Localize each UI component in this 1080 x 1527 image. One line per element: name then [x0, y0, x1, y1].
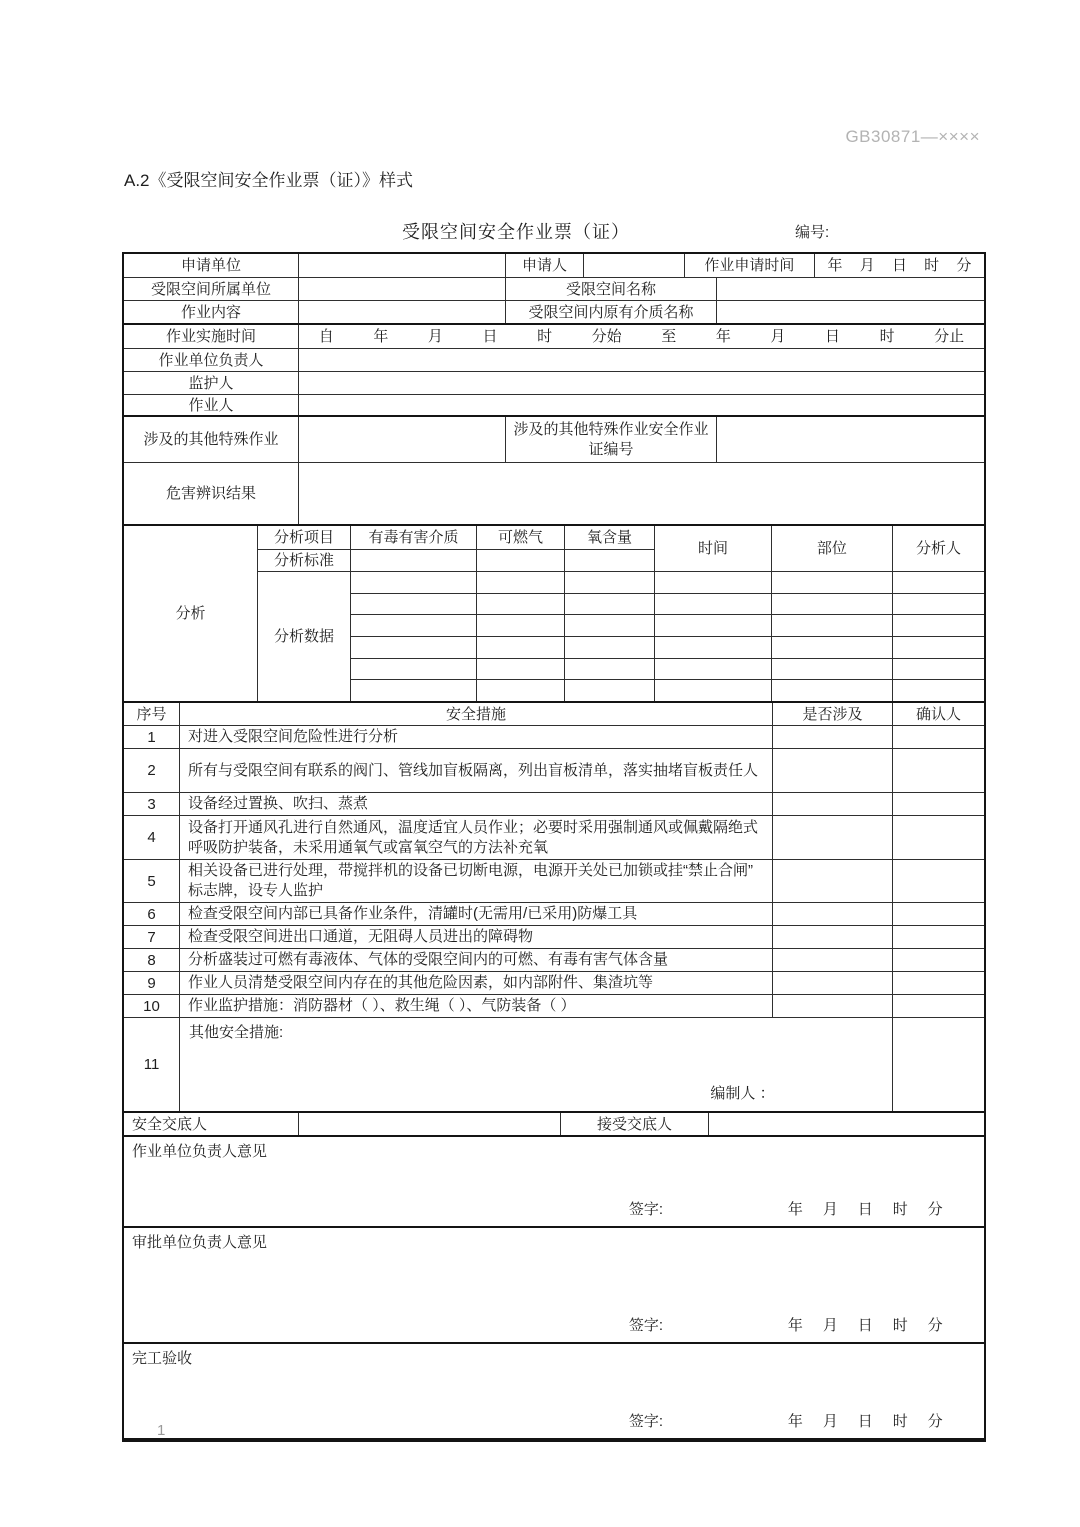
analysis-col-part: 部位 [771, 526, 892, 571]
measure-no: 1 [147, 728, 156, 746]
unit-day: 日 [857, 1317, 873, 1334]
unit-hour: 时 [892, 1201, 908, 1218]
unit-minute: 分 [956, 257, 972, 274]
analysis-standard-flammable-value [476, 549, 564, 571]
measure-no: 2 [147, 762, 156, 779]
other-measures-cell [179, 1018, 892, 1111]
unit-leader-value [298, 349, 984, 371]
row-worker [124, 394, 984, 415]
unit-year: 年 [715, 328, 731, 345]
measure-involved-value [772, 995, 892, 1017]
original-medium-label: 受限空间内原有介质名称 [505, 301, 716, 323]
measure-row [124, 725, 984, 748]
analysis-standard-oxygen-value [564, 549, 654, 571]
analysis-standard-toxic-value [350, 549, 476, 571]
worker-value [298, 395, 984, 415]
measure-text: 设备打开通风孔进行自然通风，温度适宜人员作业；必要时采用强制通风或佩戴隔绝式呼吸防护装备，未采用通氧气或富氧空气的方法补充氧 [179, 816, 772, 859]
measure-text: 相关设备已进行处理，带搅拌机的设备已切断电源，电源开关处已加锁或挂“禁止合闸”标志牌，设专人监护 [179, 860, 772, 902]
measure-text: 所有与受限空间有联系的阀门、管线加盲板隔离，列出盲板清单，落实抽堵盲板责任人 [179, 749, 772, 792]
signature-line [124, 1316, 984, 1335]
unit-hour: 时 [537, 328, 553, 345]
analysis-data-cell [476, 658, 564, 680]
to-label: 至 [661, 328, 677, 345]
unit-minute: 分 [927, 1201, 943, 1218]
signature-line [124, 1200, 984, 1219]
other-special-work-value [298, 417, 505, 462]
measure-row [124, 971, 984, 994]
title-bar [122, 218, 982, 246]
measure-text: 对进入受限空间危险性进行分析 [179, 726, 772, 748]
measures-header [124, 701, 984, 725]
measure-involved-value [772, 860, 892, 902]
analysis-data-cell [771, 593, 892, 615]
work-content-label: 作业内容 [180, 303, 241, 321]
applicant-unit-label: 申请单位 [180, 257, 241, 274]
measure-involved-value [772, 816, 892, 859]
section-heading: A.2《受限空间安全作业票（证）》样式 [124, 171, 414, 190]
analysis-data-cell [564, 658, 654, 680]
unit-month: 月 [859, 257, 875, 274]
analysis-col-oxygen: 氧含量 [564, 526, 654, 549]
measure-no: 6 [147, 905, 156, 923]
measure-confirmer-value [892, 726, 984, 748]
analysis-data-cell [350, 593, 476, 615]
analysis-label: 分析 [175, 604, 206, 622]
other-special-work-label: 涉及的其他特殊作业 [143, 431, 279, 448]
work-time-value [298, 325, 984, 348]
measure-involved-value [772, 949, 892, 971]
measure-no: 8 [147, 951, 156, 969]
analysis-data-cell [892, 614, 984, 636]
measure-confirmer-value [892, 1018, 984, 1111]
guardian-value [298, 372, 984, 394]
analysis-data-cell [892, 571, 984, 593]
measure-row [124, 815, 984, 859]
original-medium-value [716, 301, 984, 323]
serial-number-label: 编号: [795, 224, 830, 241]
analysis-data-cell [654, 679, 771, 701]
other-special-work-cert-value [716, 417, 984, 462]
analysis-data-cell [350, 636, 476, 658]
analysis-data-cell [564, 593, 654, 615]
analysis-data-cell [350, 679, 476, 701]
measure-involved-value [772, 972, 892, 994]
form-title: 受限空间安全作业票（证） [402, 222, 630, 242]
measure-row [124, 925, 984, 948]
standard-doc-code: GB30871—×××× [845, 127, 980, 146]
measure-row [124, 994, 984, 1017]
unit-year: 年 [787, 1413, 803, 1430]
analysis-data-cell [476, 636, 564, 658]
measure-row [124, 859, 984, 902]
other-special-work-cert-label: 涉及的其他特殊作业安全作业证编号 [505, 417, 716, 462]
measure-no: 3 [147, 795, 156, 813]
analysis-data-cell [892, 658, 984, 680]
measure-text: 检查受限空间内部已具备作业条件，清罐时(无需用/已采用)防爆工具 [179, 903, 772, 925]
unit-year: 年 [787, 1201, 803, 1218]
analysis-data-cell [771, 636, 892, 658]
measure-no: 9 [147, 974, 156, 992]
analysis-item-label: 分析项目 [257, 526, 350, 549]
unit-hour: 时 [924, 257, 940, 274]
work-time-label: 作业实施时间 [165, 328, 256, 345]
measure-no: 5 [147, 872, 156, 890]
measure-confirmer-value [892, 793, 984, 815]
from-label: 自 [318, 328, 334, 345]
safety-briefer-value [298, 1113, 560, 1135]
measure-text: 检查受限空间进出口通道，无阻碍人员进出的障碍物 [179, 926, 772, 948]
analysis-data-cell [892, 679, 984, 701]
measure-confirmer-value [892, 972, 984, 994]
applicant-value [583, 254, 684, 277]
analysis-standard-label: 分析标准 [257, 549, 350, 571]
unit-leader-opinion-label: 作业单位负责人意见 [132, 1143, 268, 1160]
unit-day: 日 [825, 328, 841, 345]
measures-col-involved: 是否涉及 [772, 703, 892, 725]
analysis-data-cell [564, 571, 654, 593]
worker-label: 作业人 [188, 396, 234, 414]
row-space-owner [124, 277, 984, 300]
analysis-col-flammable: 可燃气 [476, 526, 564, 549]
measure-involved-value [772, 793, 892, 815]
unit-day: 日 [857, 1413, 873, 1430]
other-measures-label: 其他安全措施: [189, 1024, 284, 1041]
analysis-section [124, 524, 984, 701]
measure-row [124, 792, 984, 815]
analysis-data-cell [654, 571, 771, 593]
analysis-data-cell [892, 593, 984, 615]
applicant-label: 申请人 [505, 254, 583, 277]
analysis-data-cell [654, 593, 771, 615]
unit-minute: 分 [927, 1413, 943, 1430]
measure-text: 分析盛装过可燃有毒液体、气体的受限空间内的可燃、有毒有害气体含量 [179, 949, 772, 971]
measure-row [124, 902, 984, 925]
measure-row [124, 948, 984, 971]
work-permit-form [122, 252, 986, 1442]
measure-no: 4 [147, 829, 156, 846]
briefing-receiver-value [708, 1113, 984, 1135]
unit-year: 年 [373, 328, 389, 345]
measure-involved-value [772, 726, 892, 748]
safety-briefer-label: 安全交底人 [132, 1115, 208, 1133]
unit-month: 月 [427, 328, 443, 345]
measure-involved-value [772, 749, 892, 792]
sign-date-units [788, 1412, 943, 1431]
measure-row-other [124, 1017, 984, 1111]
measures-col-no: 序号 [136, 705, 167, 723]
approval-leader-opinion-block [124, 1226, 984, 1342]
apply-time-value [814, 254, 984, 277]
row-unit-leader [124, 348, 984, 371]
measures-col-measure: 安全措施 [179, 703, 772, 725]
analysis-data-cell [350, 658, 476, 680]
space-name-value [716, 278, 984, 300]
measure-confirmer-value [892, 749, 984, 792]
hazard-identification-value [298, 463, 984, 524]
analysis-data-cell [350, 571, 476, 593]
measure-confirmer-value [892, 816, 984, 859]
measure-confirmer-value [892, 926, 984, 948]
measure-involved-value [772, 926, 892, 948]
measure-text: 作业监护措施：消防器材（ ）、救生绳（ ）、气防装备（ ） [179, 995, 772, 1017]
analysis-data-cell [654, 636, 771, 658]
completion-acceptance-block [124, 1342, 984, 1438]
measure-text: 设备经过置换、吹扫、蒸煮 [179, 793, 772, 815]
analysis-data-cell [654, 658, 771, 680]
space-owner-unit-label: 受限空间所属单位 [150, 280, 271, 298]
analysis-data-cell [771, 571, 892, 593]
briefing-receiver-label: 接受交底人 [560, 1113, 708, 1135]
unit-day: 日 [857, 1201, 873, 1218]
measure-no: 7 [147, 928, 156, 946]
measure-no: 11 [143, 1056, 160, 1073]
analysis-data-cell [564, 614, 654, 636]
sign-label: 签字: [628, 1317, 663, 1334]
unit-hour: 时 [892, 1317, 908, 1334]
unit-minute-begin: 分始 [591, 328, 622, 345]
unit-month: 月 [822, 1317, 838, 1334]
space-owner-unit-value [298, 278, 505, 300]
measure-confirmer-value [892, 860, 984, 902]
unit-minute-end: 分止 [934, 328, 965, 345]
analysis-data-cell [350, 614, 476, 636]
unit-hour: 时 [879, 328, 895, 345]
analysis-data-label: 分析数据 [257, 571, 350, 701]
sign-date-units [788, 1316, 943, 1335]
row-other-special-work [124, 415, 984, 462]
measure-confirmer-value [892, 903, 984, 925]
preparer-label: 编制人 ： [710, 1085, 775, 1102]
measure-text: 作业人员清楚受限空间内存在的其他危险因素，如内部附件、集渣坑等 [179, 972, 772, 994]
unit-month: 月 [822, 1201, 838, 1218]
work-time-end [641, 327, 984, 346]
unit-day: 日 [482, 328, 498, 345]
unit-month: 月 [770, 328, 786, 345]
measures-col-confirmer: 确认人 [892, 703, 984, 725]
measure-confirmer-value [892, 995, 984, 1017]
unit-month: 月 [822, 1413, 838, 1430]
analysis-col-analyst: 分析人 [892, 526, 984, 571]
analysis-data-cell [476, 571, 564, 593]
analysis-data-cell [654, 614, 771, 636]
apply-time-label: 作业申请时间 [684, 254, 814, 277]
analysis-data-cell [771, 658, 892, 680]
measure-involved-value [772, 903, 892, 925]
analysis-data-cell [476, 614, 564, 636]
analysis-data-cell [771, 614, 892, 636]
analysis-data-cell [771, 679, 892, 701]
guardian-label: 监护人 [188, 374, 234, 392]
row-guardian [124, 371, 984, 394]
unit-leader-label: 作业单位负责人 [158, 351, 264, 369]
hazard-identification-label: 危害辨识结果 [165, 485, 256, 502]
sign-date-units [788, 1200, 943, 1219]
applicant-unit-value [298, 254, 505, 277]
unit-hour: 时 [892, 1413, 908, 1430]
analysis-data-cell [892, 636, 984, 658]
measure-confirmer-value [892, 949, 984, 971]
analysis-data-cell [476, 679, 564, 701]
work-content-value [298, 301, 505, 323]
unit-leader-opinion-block [124, 1135, 984, 1226]
row-safety-briefing [124, 1111, 984, 1135]
analysis-data-cell [476, 593, 564, 615]
analysis-col-time: 时间 [654, 526, 771, 571]
unit-day: 日 [891, 257, 907, 274]
page-number: 1 [157, 1422, 166, 1439]
unit-minute: 分 [927, 1317, 943, 1334]
completion-acceptance-label: 完工验收 [132, 1350, 193, 1367]
analysis-data-cell [564, 636, 654, 658]
space-name-label: 受限空间名称 [505, 278, 716, 300]
row-work-time [124, 323, 984, 348]
sign-label: 签字: [628, 1201, 663, 1218]
measure-row [124, 748, 984, 792]
analysis-data-cell [564, 679, 654, 701]
work-time-start [299, 327, 642, 346]
measure-no: 10 [143, 997, 160, 1015]
analysis-col-toxic: 有毒有害介质 [350, 526, 476, 549]
row-hazard-identification [124, 462, 984, 524]
sign-label: 签字: [628, 1413, 663, 1430]
unit-year: 年 [827, 257, 843, 274]
approval-leader-opinion-label: 审批单位负责人意见 [132, 1234, 268, 1251]
unit-year: 年 [787, 1317, 803, 1334]
row-work-content [124, 300, 984, 323]
row-applicant [124, 254, 984, 277]
signature-line [124, 1412, 984, 1431]
